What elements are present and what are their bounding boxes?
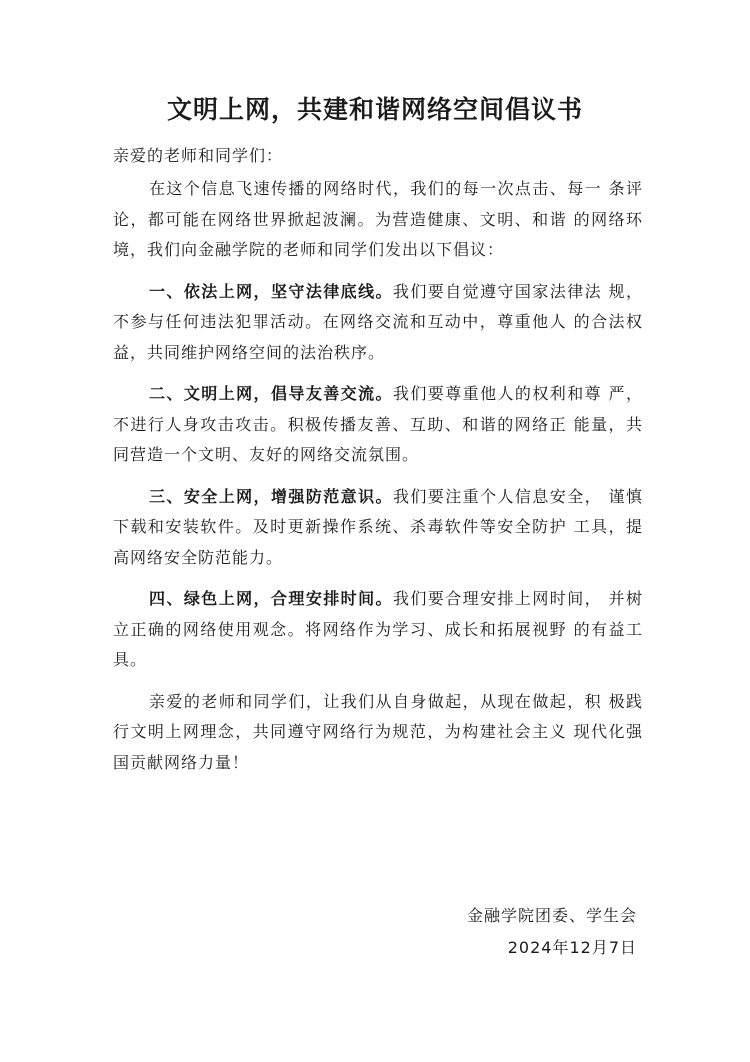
point-2-text: 我们要尊重他人的权利和尊 严，不进行人身攻击攻击。积极传播友善、互助、和谐的网络正 能量，共同营造一个文明、友好的网络交流氛围。	[113, 384, 643, 464]
point-4-lead: 四、绿色上网，合理安排时间。	[149, 589, 393, 608]
point-paragraph-3	[113, 482, 643, 574]
signature-date: 2024年12月7日	[507, 938, 637, 957]
closing-paragraph: 亲爱的老师和同学们，让我们从自身做起，从现在做起，积 极践行文明上网理念，共同遵守网络行为规范，为构建社会主义 现代化强国贡献网络力量！	[113, 691, 643, 772]
intro-paragraph: 在这个信息飞速传播的网络时代，我们的每一次点击、每一 条评论，都可能在网络世界掀起波澜。为营造健康、文明、和谐 的网络环境，我们向金融学院的老师和同学们发出以下倡议：	[113, 179, 643, 259]
point-1-lead: 一、依法上网，坚守法律底线。	[149, 281, 393, 301]
point-3-text: 我们要注重个人信息安全， 谨慎下载和安装软件。及时更新操作系统、杀毒软件等安全防护 工具，提高网络安全防范能力。	[113, 486, 643, 567]
point-3-lead: 三、安全上网，增强防范意识。	[149, 486, 393, 506]
signature-block	[467, 900, 637, 964]
point-2-lead: 二、文明上网，倡导友善交流。	[149, 384, 393, 403]
salutation: 亲爱的老师和同学们：	[113, 146, 284, 165]
point-paragraph-1	[113, 277, 643, 369]
point-paragraph-2	[113, 379, 643, 471]
signature-organization: 金融学院团委、学生会	[466, 906, 637, 925]
document-title: 文明上网，共建和谐网络空间倡议书	[166, 95, 583, 124]
point-4-text: 我们要合理安排上网时间， 并树立正确的网络使用观念。将网络作为学习、成长和拓展视野 的有益工具。	[113, 589, 643, 669]
point-1-text: 我们要自觉遵守国家法律法 规，不参与任何违法犯罪活动。在网络交流和互动中，尊重他人 的合法权益，共同维护网络空间的法治秩序。	[113, 281, 643, 362]
document-body	[113, 174, 643, 789]
point-paragraph-4	[113, 584, 643, 676]
